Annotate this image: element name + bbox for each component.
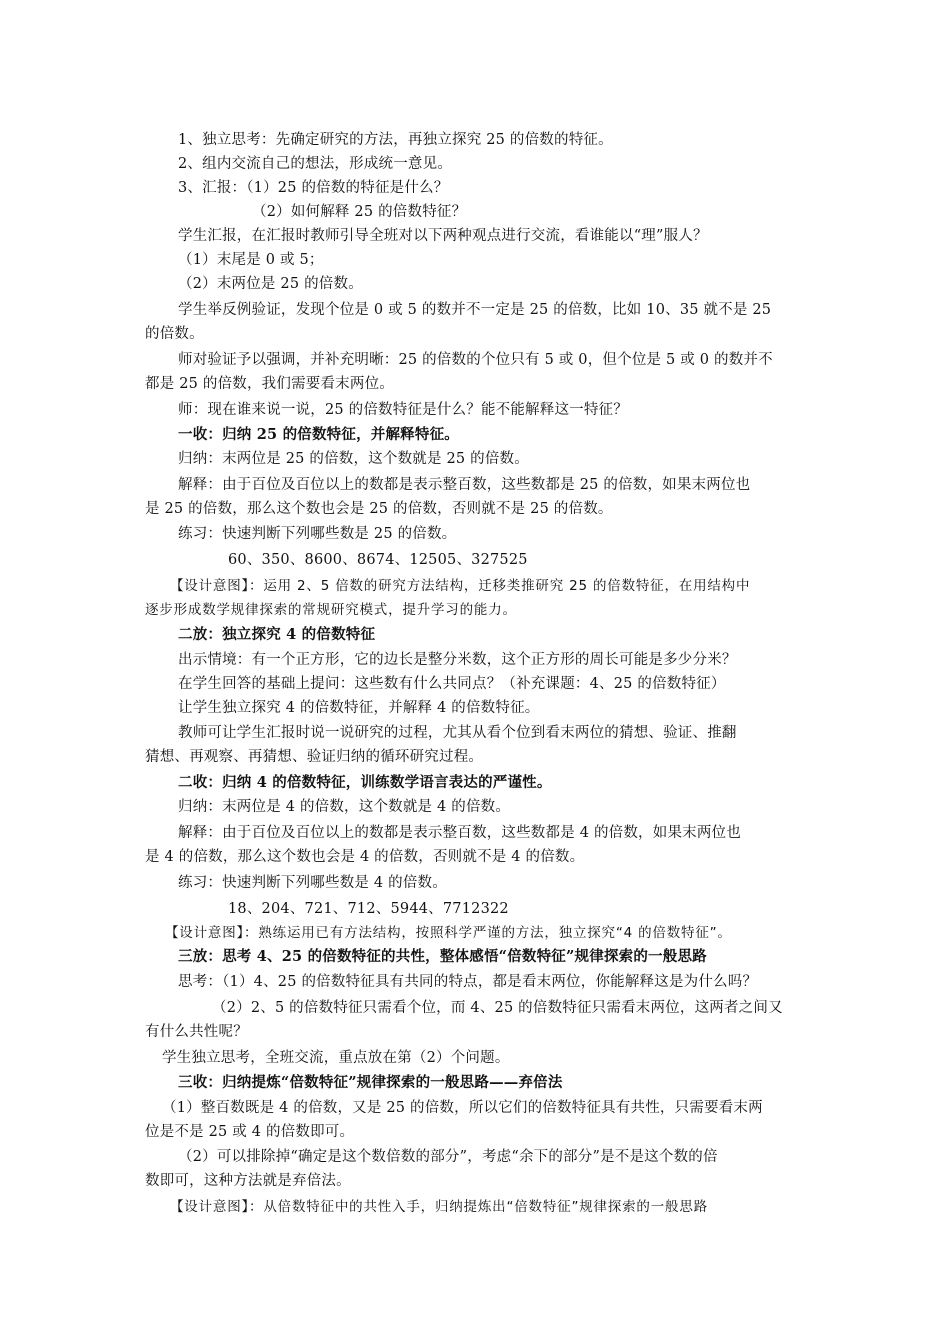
paragraph-line: 师：现在谁来说一说，25 的倍数特征是什么？能不能解释这一特征？ (178, 402, 628, 418)
paragraph-line: （1）整百数既是 4 的倍数，又是 25 的倍数，所以它们的倍数特征具有共性，只需要看末两 (162, 1100, 763, 1116)
paragraph-line: 学生独立思考，全班交流，重点放在第（2）个问题。 (162, 1050, 510, 1066)
section-heading-3-release: 三放：思考 4、25 的倍数特征的共性，整体感悟“倍数特征”规律探索的一般思路 (178, 948, 707, 965)
step-independent-thinking: 1、独立思考：先确定研究的方法，再独立探究 25 的倍数的特征。 (178, 132, 613, 148)
viewpoint-1: （1）末尾是 0 或 5； (178, 252, 324, 268)
paragraph-line: （2）2、5 的倍数特征只需看个位，而 4、25 的倍数特征只需看末两位，这两者之间又 (212, 1000, 783, 1016)
paragraph-line: 归纳：末两位是 4 的倍数，这个数就是 4 的倍数。 (178, 799, 511, 815)
practice-numbers-4: 18、204、721、712、5944、7712322 (228, 901, 509, 917)
viewpoint-2: （2）末两位是 25 的倍数。 (178, 276, 363, 292)
paragraph-line: 猜想、再观察、再猜想、验证归纳的循环研究过程。 (145, 749, 484, 765)
design-intent-1: 【设计意图】：运用 2、5 倍数的研究方法结构，迁移类推研究 25 的倍数特征，在用结构中 (170, 578, 751, 594)
design-intent-2: 【设计意图】：熟练运用已有方法结构，按照科学严谨的方法，独立探究“4 的倍数特征”。 (165, 925, 732, 941)
design-intent-1-cont: 逐步形成数学规律探索的常规研究模式，提升学习的能力。 (145, 602, 517, 618)
paragraph-line: 学生汇报，在汇报时教师引导全班对以下两种观点进行交流，看谁能以“理”服人？ (178, 228, 708, 244)
paragraph-line: 解释：由于百位及百位以上的数都是表示整百数，这些数都是 25 的倍数，如果末两位也 (178, 477, 751, 493)
paragraph-line: 练习：快速判断下列哪些数是 25 的倍数。 (178, 526, 457, 542)
paragraph-line: 思考：（1）4、25 的倍数特征具有共同的特点，都是看末两位，你能解释这是为什么吗？ (178, 974, 758, 990)
step-group-exchange: 2、组内交流自己的想法，形成统一意见。 (178, 156, 453, 172)
step-report-question-2: （2）如何解释 25 的倍数特征？ (252, 204, 467, 220)
paragraph-line: 让学生独立探究 4 的倍数特征，并解释 4 的倍数特征。 (178, 700, 540, 716)
paragraph-line: 解释：由于百位及百位以上的数都是表示整百数，这些数都是 4 的倍数，如果末两位也 (178, 825, 741, 841)
step-report-question-1: 3、汇报：（1）25 的倍数的特征是什么？ (178, 180, 449, 196)
paragraph-line: 出示情境：有一个正方形，它的边长是整分米数，这个正方形的周长可能是多少分米？ (178, 652, 737, 668)
paragraph-line: 数即可，这种方法就是弃倍法。 (145, 1173, 351, 1189)
paragraph-line: 练习：快速判断下列哪些数是 4 的倍数。 (178, 875, 447, 891)
section-heading-2-release: 二放：独立探究 4 的倍数特征 (178, 626, 376, 643)
paragraph-line: 有什么共性呢？ (145, 1024, 248, 1040)
paragraph-line: 是 4 的倍数，那么这个数也会是 4 的倍数，否则就不是 4 的倍数。 (145, 849, 585, 865)
paragraph-line: （2）可以排除掉“确定是这个数倍数的部分”，考虑“余下的部分”是不是这个数的倍 (178, 1149, 718, 1165)
section-heading-2-collect: 二收：归纳 4 的倍数特征，训练数学语言表达的严谨性。 (178, 774, 552, 791)
section-heading-1-collect: 一收：归纳 25 的倍数特征，并解释特征。 (178, 426, 459, 443)
paragraph-line: 在学生回答的基础上提问：这些数有什么共同点？（补充课题：4、25 的倍数特征） (178, 676, 726, 692)
paragraph-line: 都是 25 的倍数，我们需要看末两位。 (145, 376, 394, 392)
paragraph-line: 是 25 的倍数，那么这个数也会是 25 的倍数，否则就不是 25 的倍数。 (145, 501, 613, 517)
paragraph-line: 学生举反例验证，发现个位是 0 或 5 的数并不一定是 25 的倍数，比如 10、35 就不是 25 (178, 302, 772, 318)
paragraph-line: 的倍数。 (145, 326, 204, 342)
paragraph-line: 教师可让学生汇报时说一说研究的过程，尤其从看个位到看末两位的猜想、验证、推翻 (178, 725, 737, 741)
section-heading-3-collect: 三收：归纳提炼“倍数特征”规律探索的一般思路——弃倍法 (178, 1074, 563, 1091)
paragraph-line: 位是不是 25 或 4 的倍数即可。 (145, 1124, 355, 1140)
design-intent-3: 【设计意图】：从倍数特征中的共性入手，归纳提炼出“倍数特征”规律探索的一般思路 (170, 1199, 708, 1215)
paragraph-line: 师对验证予以强调，并补充明晰：25 的倍数的个位只有 5 或 0，但个位是 5 或 0 的数并不 (178, 352, 773, 368)
paragraph-line: 归纳：末两位是 25 的倍数，这个数就是 25 的倍数。 (178, 451, 529, 467)
practice-numbers-25: 60、350、8600、8674、12505、327525 (228, 552, 528, 568)
